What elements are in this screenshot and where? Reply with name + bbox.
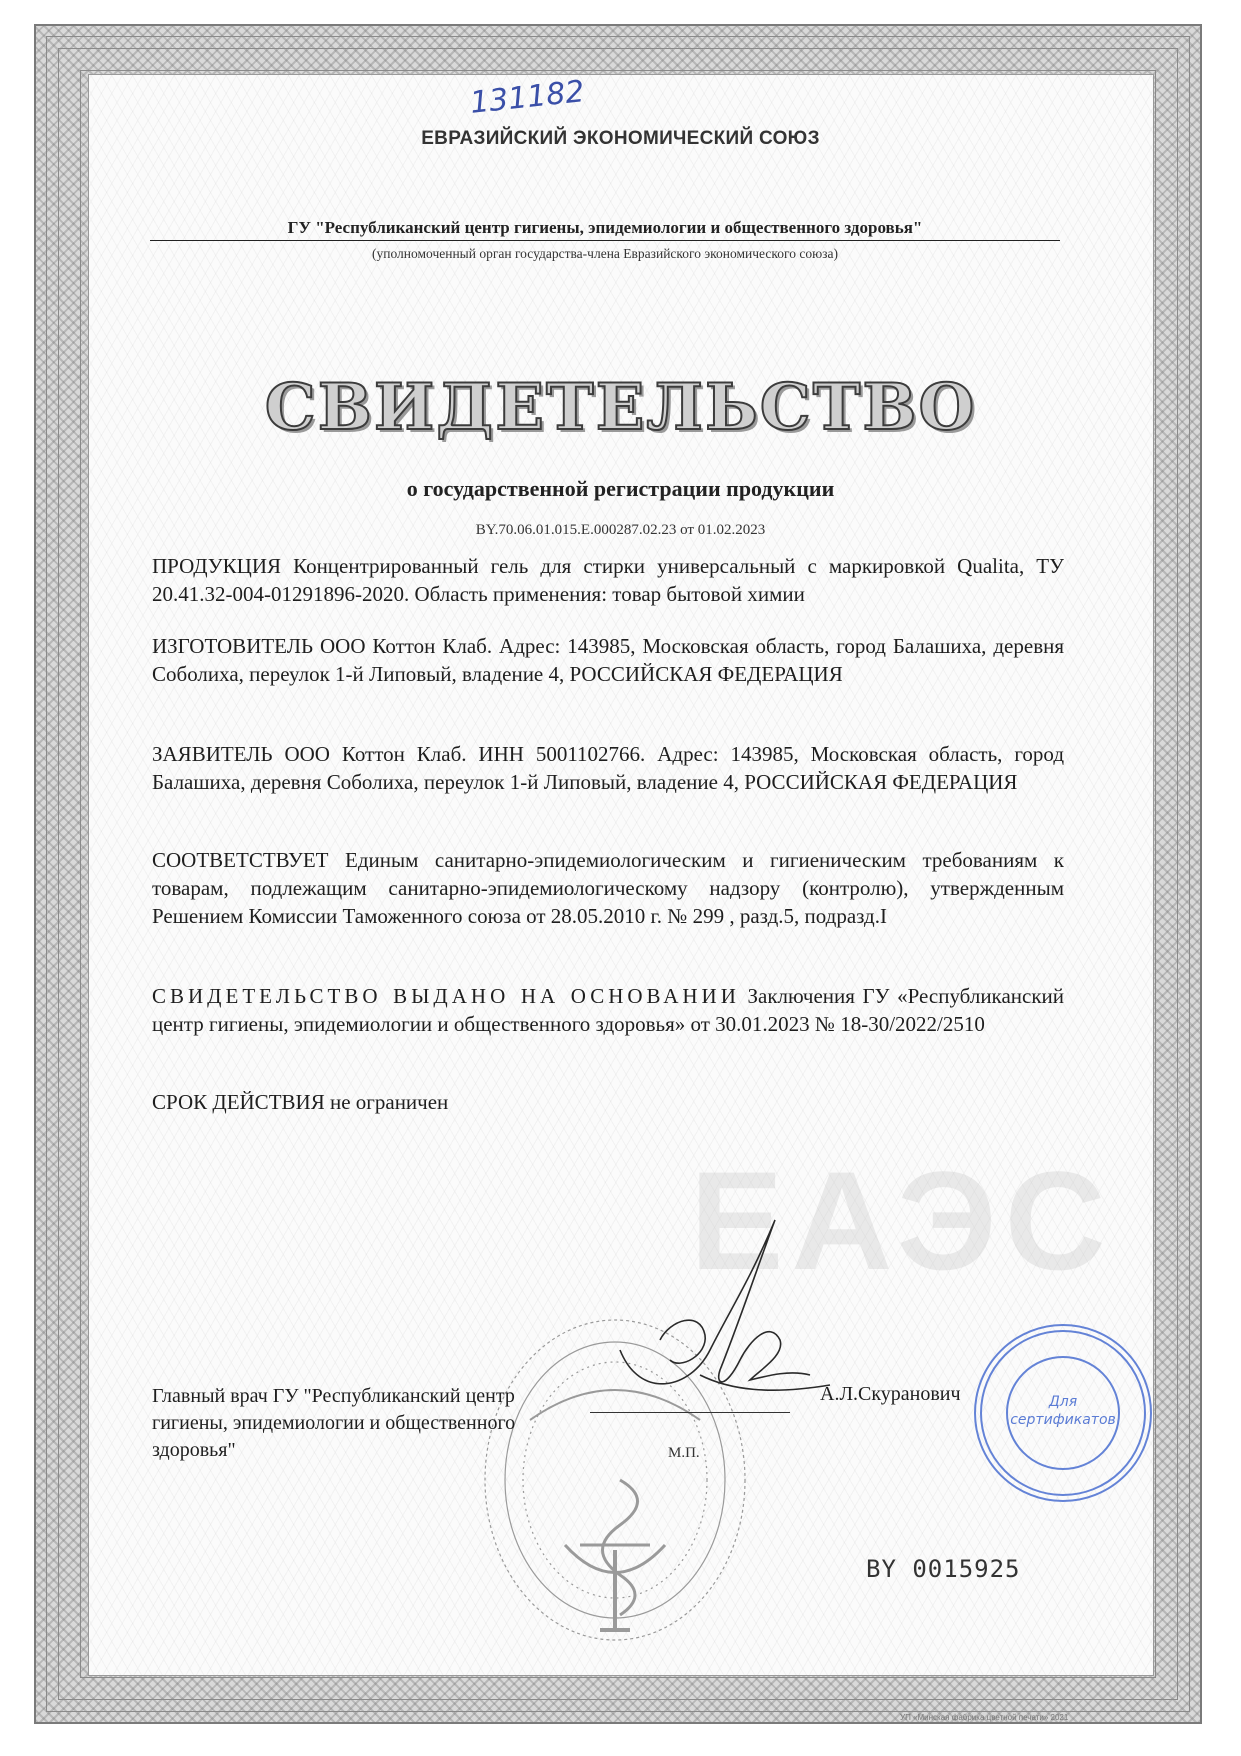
signer-name: А.Л.Скуранович xyxy=(820,1383,961,1405)
document-subtitle: о государственной регистрации продукции xyxy=(406,476,835,501)
mp-label: М.П. xyxy=(668,1445,700,1461)
handwritten-number: 131182 xyxy=(468,74,587,121)
conforms-section xyxy=(152,846,1064,930)
stamp-text-line1: Для xyxy=(1048,1394,1078,1410)
document-title: СВИДЕТЕЛЬСТВО xyxy=(264,370,977,445)
certificate-number: BY.70.06.01.015.E.000287.02.23 от 01.02.2023 xyxy=(475,522,766,538)
applicant-section xyxy=(152,740,1064,796)
basis-text: Заключения ГУ «Республиканский центр гигиены, эпидемиологии и общественного здоровья» от 30.01.2023 № 18-30/2022/2510 xyxy=(152,984,1064,1036)
serial-number: BY 0015925 xyxy=(866,1555,1021,1583)
conforms-text: Единым санитарно-эпидемиологическим и гигиеническим требованиям к товарам, подлежащим санитарно-эпидемиологическому надзору (контролю), утвержденным Решением Комиссии Таможенного союза от 28.05.2010 г. № 299 , разд.5, подразд.I xyxy=(152,848,1064,928)
validity-text: не ограничен xyxy=(329,1090,449,1114)
stamp-text-line2: сертификатов xyxy=(1010,1412,1116,1428)
basis-label: СВИДЕТЕЛЬСТВО ВЫДАНО НА ОСНОВАНИИ xyxy=(152,984,740,1008)
organization-subtitle: (уполномоченный орган государства-члена Евразийского экономического союза) xyxy=(372,246,838,261)
signature-icon xyxy=(600,1200,840,1440)
conforms-label: СООТВЕТСТВУЕТ xyxy=(152,848,329,872)
signature-line xyxy=(590,1412,790,1413)
validity-label: СРОК ДЕЙСТВИЯ xyxy=(152,1090,325,1114)
product-label: ПРОДУКЦИЯ xyxy=(152,554,282,578)
signer-role: Главный врач ГУ "Республиканский центр гигиены, эпидемиологии и общественного здоровья" xyxy=(152,1385,516,1461)
organization-name: ГУ "Республиканский центр гигиены, эпидемиологии и общественного здоровья" xyxy=(287,218,923,237)
manufacturer-label: ИЗГОТОВИТЕЛЬ xyxy=(152,634,314,658)
footer-print: УП «Минская фабрика цветной печати» 2021 xyxy=(900,1713,1069,1722)
union-title: ЕВРАЗИЙСКИЙ ЭКОНОМИЧЕСКИЙ СОЮЗ xyxy=(421,128,820,149)
product-section xyxy=(152,552,1064,608)
company-stamp-icon xyxy=(968,1318,1158,1508)
validity-section xyxy=(152,1088,1064,1116)
manufacturer-section xyxy=(152,632,1064,688)
eaeu-watermark: ЕАЭС xyxy=(690,1142,1114,1299)
product-text: Концентрированный гель для стирки универсальный с маркировкой Qualita, ТУ 20.41.32-004-01291896-2020. Область применения: товар бытовой химии xyxy=(152,554,1065,606)
manufacturer-text: ООО Коттон Клаб. Адрес: 143985, Московская область, город Балашиха, деревня Соболиха, переулок 1-й Липовый, владение 4, РОССИЙСКАЯ ФЕДЕРАЦИЯ xyxy=(152,634,1065,686)
applicant-text: ООО Коттон Клаб. ИНН 5001102766. Адрес: 143985, Московская область, город Балашиха, деревня Соболиха, переулок 1-й Липовый, владение 4, РОССИЙСКАЯ ФЕДЕРАЦИЯ xyxy=(152,742,1065,794)
basis-section xyxy=(152,982,1064,1038)
applicant-label: ЗАЯВИТЕЛЬ xyxy=(152,742,273,766)
organization-underline xyxy=(150,240,1060,241)
